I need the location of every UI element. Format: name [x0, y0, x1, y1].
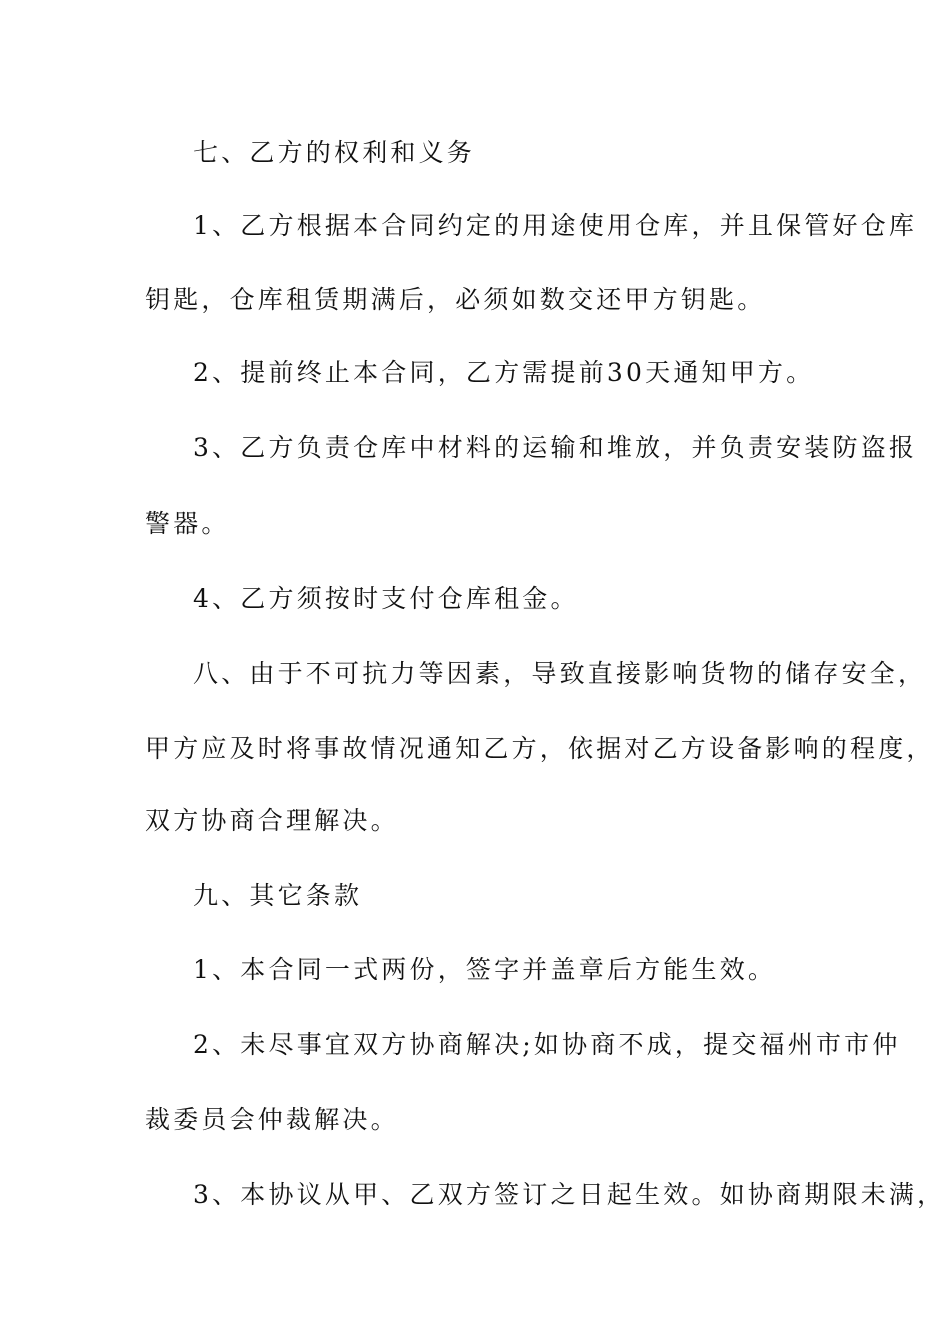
paragraph-line: 1、本合同一式两份，签字并盖章后方能生效。 — [193, 955, 777, 984]
paragraph-line: 4、乙方须按时支付仓库租金。 — [193, 584, 579, 613]
paragraph-line: 裁委员会仲裁解决。 — [145, 1105, 399, 1134]
section-heading-9: 九、其它条款 — [193, 881, 363, 910]
paragraph-line: 1、乙方根据本合同约定的用途使用仓库，并且保管好仓库 — [193, 211, 918, 240]
section-heading-7: 七、乙方的权利和义务 — [193, 138, 476, 167]
paragraph-line: 甲方应及时将事故情况通知乙方，依据对乙方设备影响的程度， — [145, 734, 935, 763]
paragraph-line: 钥匙，仓库租赁期满后，必须如数交还甲方钥匙。 — [145, 285, 766, 314]
paragraph-line: 3、本协议从甲、乙双方签订之日起生效。如协商期限未满， — [193, 1180, 946, 1209]
paragraph-line: 2、未尽事宜双方协商解决;如协商不成，提交福州市市仲 — [193, 1030, 901, 1059]
paragraph-line: 双方协商合理解决。 — [145, 806, 399, 835]
paragraph-line: 2、提前终止本合同，乙方需提前30天通知甲方。 — [193, 358, 815, 387]
section-heading-8: 八、由于不可抗力等因素，导致直接影响货物的储存安全， — [193, 659, 927, 688]
paragraph-line: 警器。 — [145, 509, 230, 538]
paragraph-line: 3、乙方负责仓库中材料的运输和堆放，并负责安装防盗报 — [193, 433, 918, 462]
